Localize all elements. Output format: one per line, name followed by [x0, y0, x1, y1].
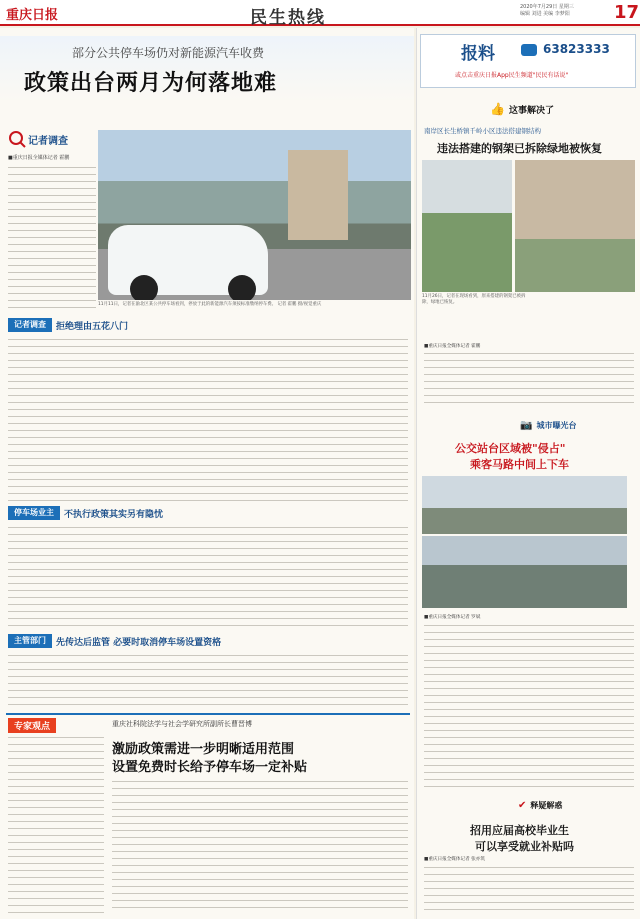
section-title: 拒绝理由五花八门	[56, 321, 129, 332]
lead-headline: 政策出台两月为何落地难	[24, 71, 278, 96]
expert-tag: 专家观点	[8, 718, 56, 733]
section-2-text	[8, 524, 408, 628]
resolved-caption: 11月26日，记者在现场看到，原来搭建的钢架已被拆除，绿地已恢复。	[422, 294, 526, 305]
hotline-label: 报料	[461, 44, 495, 64]
lead-photo	[98, 130, 411, 300]
resolved-headline: 违法搭建的钢架已拆除绿地被恢复	[437, 142, 602, 155]
badge-label: 记者调查	[28, 135, 68, 147]
newspaper-logo: 重庆日报	[6, 8, 59, 23]
photo-wheel	[130, 275, 158, 300]
observe-text	[424, 622, 634, 790]
observe-badge	[520, 420, 576, 431]
release-byline: ■重庆日报全媒体记者 张亦筑	[424, 857, 485, 862]
lead-body-text	[8, 164, 96, 314]
section-bar-1	[8, 318, 408, 332]
badge-label: 这事解决了	[508, 105, 554, 116]
section-tag: 主管部门	[8, 634, 52, 648]
resolved-kicker: 南岸区长生桥镇千岭小区违法搭建钢结构	[424, 127, 541, 135]
expert-headline-1: 激励政策需进一步明晰适用范围	[112, 742, 295, 757]
hotline-box	[420, 34, 636, 88]
issue-date: 2020年7月29日 星期三	[520, 4, 574, 10]
observe-byline: ■重庆日报全媒体记者 罗斌	[424, 615, 481, 620]
caption-text: 11月11日，记者在渝北区某公共停车场看到，停放于此的新能源汽车须按标准缴纳停车费。	[98, 302, 277, 307]
masthead	[0, 0, 640, 26]
phone-icon	[521, 44, 537, 56]
badge-label: 城市曝光台	[536, 421, 577, 430]
magnifier-icon	[8, 130, 26, 148]
lead-photo-caption	[98, 302, 411, 308]
resolved-byline: ■重庆日报全媒体记者 霍鹏	[424, 344, 481, 349]
photo-wheel	[228, 275, 256, 300]
photo-credit: 记者 霍鹏 摄/视觉重庆	[277, 302, 322, 307]
resolved-text	[424, 350, 634, 408]
lead-kicker: 部分公共停车场仍对新能源汽车收费	[72, 46, 265, 60]
section-title: 先传达后监管 必要时取消停车场设置资格	[56, 637, 222, 648]
hotline-note: 或点击重庆日报App民生频道"民民有话说"	[455, 72, 569, 79]
release-text	[424, 864, 634, 916]
section-tag: 记者调查	[8, 318, 52, 332]
badge-label: 释疑解惑	[530, 801, 563, 810]
camera-icon: 📷	[520, 420, 533, 431]
expert-quote: 重庆社科院法学与社会学研究所副所长曹晋博	[112, 720, 252, 728]
investigation-badge	[8, 130, 78, 148]
expert-body-text	[112, 778, 408, 914]
date-line	[520, 4, 610, 18]
section-title: 民生热线	[250, 8, 326, 28]
resolved-badge	[490, 102, 554, 116]
section-title: 不执行政策其实另有隐忧	[64, 509, 164, 520]
section-tag: 停车场业主	[8, 506, 60, 520]
editors: 编辑 刘进 美编 李梦阳	[520, 11, 570, 17]
section-1-text	[8, 336, 408, 501]
section-3-text	[8, 652, 408, 708]
observe-photo-bottom	[422, 536, 627, 608]
release-badge	[518, 800, 562, 811]
page-number: 17	[614, 2, 640, 23]
resolved-photo-right	[515, 160, 635, 292]
section-bar-2	[8, 506, 408, 520]
hotline-number: 63823333	[543, 42, 610, 56]
release-headline-2: 可以享受就业补贴吗	[475, 840, 574, 853]
lead-byline: ■重庆日报全媒体记者 霍鹏	[8, 155, 70, 161]
expert-headline-2: 设置免费时长给予停车场一定补贴	[112, 760, 308, 775]
photo-building	[288, 150, 348, 240]
thumbs-up-icon: 👍	[490, 102, 505, 116]
observe-photo-top	[422, 476, 627, 534]
observe-headline-1: 公交站台区域被"侵占"	[455, 442, 566, 455]
resolved-photo-left	[422, 160, 512, 292]
section-bar-3	[8, 634, 408, 648]
check-icon: ✔	[518, 800, 527, 811]
expert-side-text	[8, 734, 104, 914]
observe-headline-2: 乘客马路中间上下车	[470, 458, 569, 471]
release-headline-1: 招用应届高校毕业生	[470, 824, 569, 837]
